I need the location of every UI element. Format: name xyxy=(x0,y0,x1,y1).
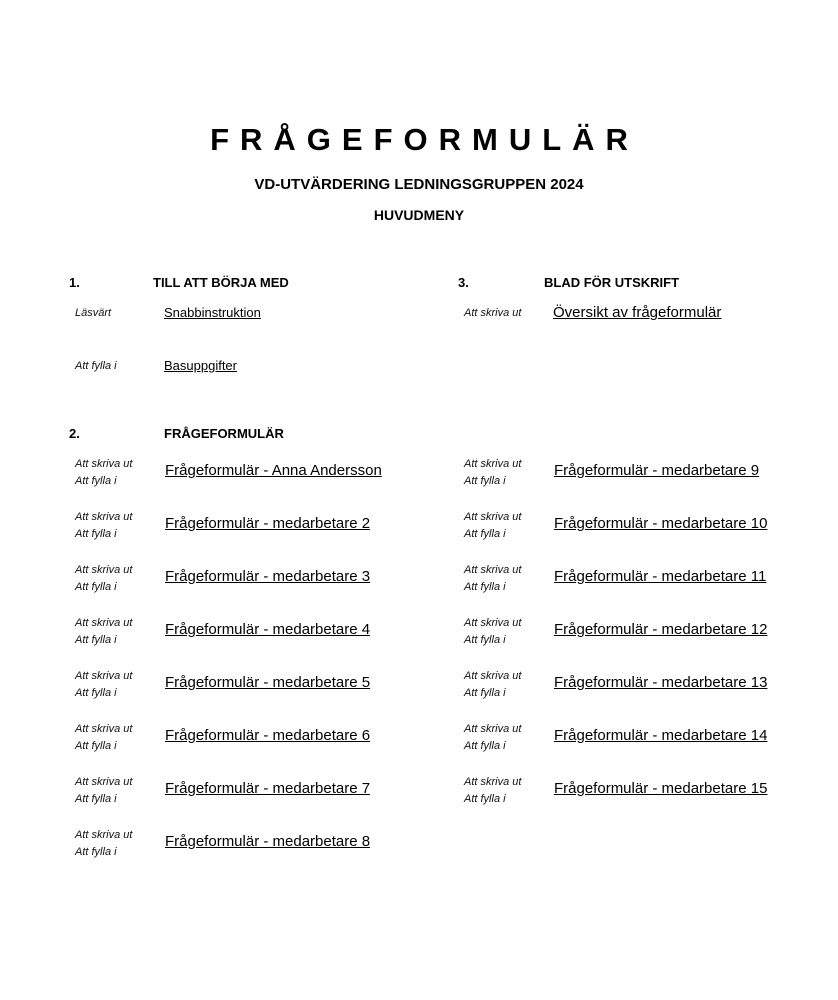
print-label: Att skriva ut xyxy=(75,458,133,470)
questionnaire-link[interactable]: Frågeformulär - Anna Andersson xyxy=(165,462,382,479)
section-1-item-label: Läsvärt xyxy=(75,307,112,319)
oversikt-link[interactable]: Översikt av frågeformulär xyxy=(553,304,722,321)
row-labels xyxy=(75,456,132,490)
row-labels xyxy=(75,615,132,649)
fill-label: Att fylla i xyxy=(464,581,506,593)
fill-label: Att fylla i xyxy=(464,634,506,646)
questionnaire-link[interactable]: Frågeformulär - medarbetare 7 xyxy=(165,780,371,797)
questionnaire-link[interactable]: Frågeformulär - medarbetare 15 xyxy=(554,780,768,797)
fill-label: Att fylla i xyxy=(75,634,117,646)
print-label: Att skriva ut xyxy=(464,564,522,576)
fill-label: Att fylla i xyxy=(464,687,506,699)
row-labels xyxy=(464,668,521,702)
fill-label: Att fylla i xyxy=(464,740,506,752)
print-label: Att skriva ut xyxy=(75,829,133,841)
questionnaire-link[interactable]: Frågeformulär - medarbetare 9 xyxy=(554,462,760,479)
print-label: Att skriva ut xyxy=(464,458,522,470)
print-label: Att skriva ut xyxy=(75,723,133,735)
print-label: Att skriva ut xyxy=(75,670,133,682)
section-2-title: FRÅGEFORMULÄR xyxy=(164,426,284,441)
print-label: Att skriva ut xyxy=(464,776,522,788)
questionnaire-link[interactable]: Frågeformulär - medarbetare 5 xyxy=(165,674,371,691)
questionnaire-link[interactable]: Frågeformulär - medarbetare 3 xyxy=(165,568,371,585)
fill-label: Att fylla i xyxy=(75,793,117,805)
fill-label: Att fylla i xyxy=(75,528,117,540)
questionnaire-link[interactable]: Frågeformulär - medarbetare 6 xyxy=(165,727,371,744)
print-label: Att skriva ut xyxy=(464,670,522,682)
section-3-item-label: Att skriva ut xyxy=(464,307,522,319)
fill-label: Att fylla i xyxy=(75,581,117,593)
questionnaire-link[interactable]: Frågeformulär - medarbetare 2 xyxy=(165,515,371,532)
questionnaire-link[interactable]: Frågeformulär - medarbetare 4 xyxy=(165,621,371,638)
print-label: Att skriva ut xyxy=(75,776,133,788)
questionnaire-link[interactable]: Frågeformulär - medarbetare 14 xyxy=(554,727,768,744)
page-title: FRÅGEFORMULÄR xyxy=(210,122,639,157)
fill-label: Att fylla i xyxy=(464,793,506,805)
row-labels xyxy=(464,721,521,755)
section-1-number: 1. xyxy=(69,275,80,290)
row-labels xyxy=(464,456,521,490)
section-1-title: TILL ATT BÖRJA MED xyxy=(153,275,289,290)
fill-label: Att fylla i xyxy=(75,740,117,752)
section-3-number: 3. xyxy=(458,275,469,290)
row-labels xyxy=(75,668,132,702)
questionnaire-link[interactable]: Frågeformulär - medarbetare 13 xyxy=(554,674,768,691)
print-label: Att skriva ut xyxy=(75,511,133,523)
fill-label: Att fylla i xyxy=(75,475,117,487)
row-labels xyxy=(464,562,521,596)
row-labels xyxy=(75,827,132,861)
print-label: Att skriva ut xyxy=(464,511,522,523)
fill-label: Att fylla i xyxy=(75,687,117,699)
print-label: Att skriva ut xyxy=(464,617,522,629)
row-labels xyxy=(75,774,132,808)
section-2-number: 2. xyxy=(69,426,80,441)
questionnaire-link[interactable]: Frågeformulär - medarbetare 12 xyxy=(554,621,768,638)
snabbinstruktion-link[interactable]: Snabbinstruktion xyxy=(164,305,261,320)
row-labels xyxy=(75,721,132,755)
row-labels xyxy=(75,562,132,596)
fill-label: Att fylla i xyxy=(464,475,506,487)
row-labels xyxy=(464,774,521,808)
fill-label: Att fylla i xyxy=(75,846,117,858)
questionnaire-link[interactable]: Frågeformulär - medarbetare 10 xyxy=(554,515,768,532)
section-3-title: BLAD FÖR UTSKRIFT xyxy=(544,275,680,290)
questionnaire-link[interactable]: Frågeformulär - medarbetare 11 xyxy=(554,568,767,585)
page-subtitle: VD-UTVÄRDERING LEDNINGSGRUPPEN 2024 xyxy=(254,176,584,193)
fill-label: Att fylla i xyxy=(464,528,506,540)
section-1-item-label: Att fylla i xyxy=(75,360,117,372)
print-label: Att skriva ut xyxy=(464,723,522,735)
print-label: Att skriva ut xyxy=(75,617,133,629)
row-labels xyxy=(464,509,521,543)
basuppgifter-link[interactable]: Basuppgifter xyxy=(164,358,237,373)
row-labels xyxy=(75,509,132,543)
row-labels xyxy=(464,615,521,649)
main-menu-label: HUVUDMENY xyxy=(373,207,465,223)
questionnaire-link[interactable]: Frågeformulär - medarbetare 8 xyxy=(165,833,371,850)
print-label: Att skriva ut xyxy=(75,564,133,576)
